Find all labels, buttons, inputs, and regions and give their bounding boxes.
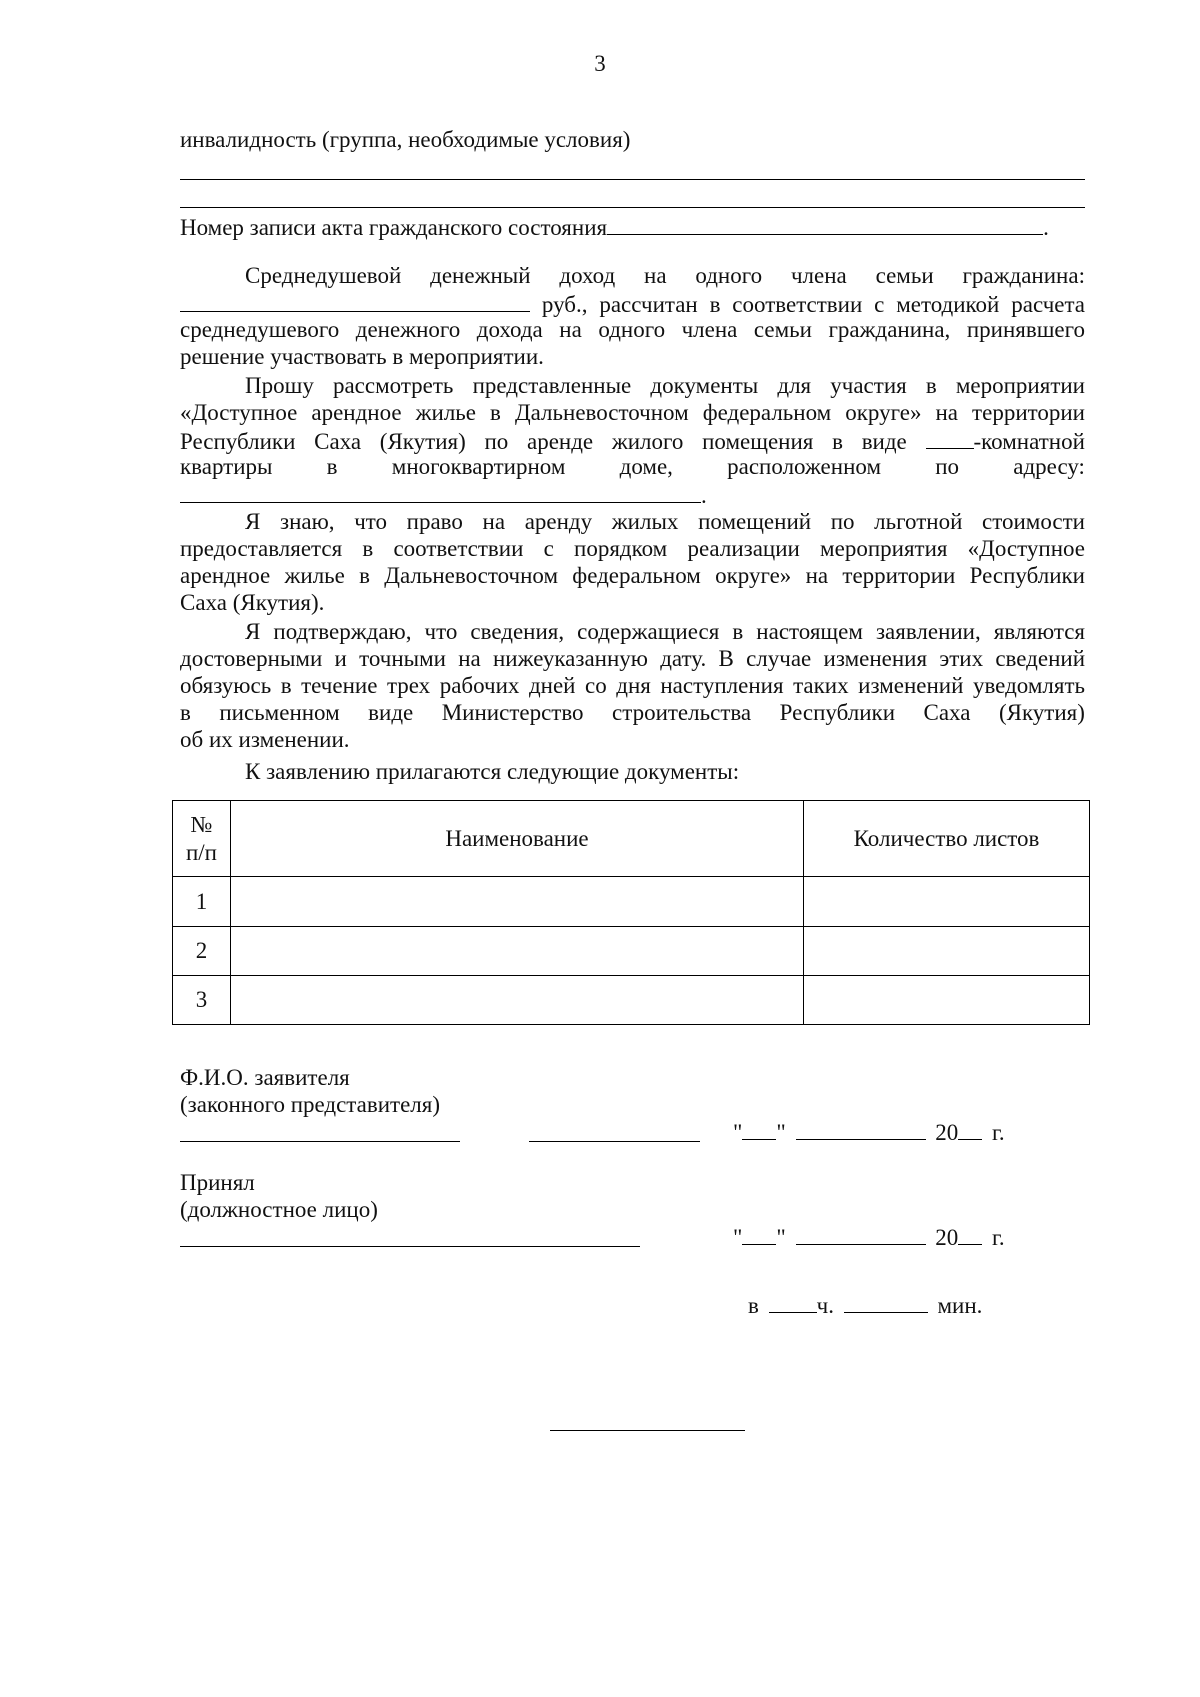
confirm-word: Республики: [779, 700, 896, 725]
time-prefix: в: [748, 1293, 759, 1318]
request-word: адресу:: [1013, 454, 1085, 479]
request-line-4: [180, 453, 1085, 481]
time-row: [748, 1290, 982, 1320]
row-name-cell[interactable]: [231, 877, 804, 927]
address-row: [180, 480, 707, 510]
applicant-month-field[interactable]: [796, 1117, 926, 1140]
table-row: [173, 877, 1090, 927]
official-name-field[interactable]: [180, 1246, 640, 1247]
applicant-day-field[interactable]: [742, 1117, 776, 1140]
request-word: по: [484, 429, 509, 454]
request-word: многоквартирном: [391, 454, 566, 479]
row-number: 1: [173, 877, 231, 927]
income-word: члена: [790, 263, 847, 288]
year-suffix: г.: [992, 1225, 1005, 1250]
address-period: .: [701, 483, 707, 508]
request-word: Саха: [314, 429, 362, 454]
income-amount-field[interactable]: [180, 289, 530, 312]
confirm-word: виде: [368, 700, 414, 725]
income-word: доход: [559, 263, 616, 288]
accepted-sublabel: (должностное лицо): [180, 1197, 378, 1222]
accepted-day-field[interactable]: [742, 1222, 776, 1245]
hours-label: ч.: [816, 1293, 834, 1318]
row-number: 2: [173, 927, 231, 976]
disability-fill-line-1[interactable]: [180, 179, 1085, 180]
disability-label: инвалидность (группа, необходимые условия): [180, 127, 631, 152]
date-quote-close: ": [776, 1120, 786, 1145]
knowledge-line-1: Я знаю, что право на аренду жилых помещений по льготной стоимости: [245, 509, 1085, 534]
confirm-word: письменном: [219, 700, 340, 725]
applicant-signature-field[interactable]: [529, 1141, 700, 1142]
request-word: в: [326, 454, 338, 479]
knowledge-line-2: предоставляется в соответствии с порядком реализации мероприятия «Доступное: [180, 536, 1085, 561]
date-quote-open: ": [733, 1120, 743, 1145]
knowledge-line-4: Саха (Якутия).: [180, 590, 325, 615]
confirm-word: Саха: [923, 700, 971, 725]
civil-record-period: .: [1043, 215, 1049, 240]
civil-record-row: [180, 212, 1049, 242]
income-word: семьи: [875, 263, 934, 288]
confirm-word: Министерство: [441, 700, 584, 725]
civil-record-field[interactable]: [607, 212, 1043, 235]
income-word: Среднедушевой: [245, 263, 402, 288]
request-line-2: «Доступное арендное жилье в Дальневосточном федеральном округе» на территории: [180, 400, 1085, 425]
income-line-3: среднедушевого денежного дохода на одного члена семьи гражданина, принявшего: [180, 317, 1085, 342]
row-sheets-cell[interactable]: [804, 976, 1090, 1025]
table-row: [173, 927, 1090, 976]
col-header-number-line1: №: [190, 811, 213, 837]
confirm-line-4: [180, 699, 1085, 727]
confirm-line-1: Я подтверждаю, что сведения, содержащиеся в настоящем заявлении, являются: [245, 619, 1085, 644]
col-header-name: Наименование: [231, 801, 804, 877]
rooms-suffix: -комнатной: [973, 429, 1085, 454]
col-header-sheets: Количество листов: [804, 801, 1090, 877]
date-quote-open: ": [733, 1225, 743, 1250]
documents-table: [172, 800, 1090, 1025]
year-prefix: 20: [935, 1225, 959, 1250]
row-sheets-cell[interactable]: [804, 877, 1090, 927]
request-word: доме,: [619, 454, 673, 479]
income-suffix: руб., рассчитан в соответствии с методикой расчета: [541, 292, 1086, 317]
row-name-cell[interactable]: [231, 927, 804, 976]
income-line-4: решение участвовать в мероприятии.: [180, 344, 544, 369]
applicant-label: Ф.И.О. заявителя: [180, 1065, 350, 1090]
row-sheets-cell[interactable]: [804, 927, 1090, 976]
year-suffix: г.: [992, 1120, 1005, 1145]
request-line-1: Прошу рассмотреть представленные документы для участия в мероприятии: [245, 373, 1085, 398]
request-word: аренде: [527, 429, 594, 454]
accepted-date-row: [733, 1222, 1005, 1252]
confirm-word: (Якутия): [998, 700, 1085, 725]
date-quote-close: ": [776, 1225, 786, 1250]
confirm-line-5: об их изменении.: [180, 727, 350, 752]
col-header-number-line2: п/п: [185, 839, 217, 865]
income-word: денежный: [430, 263, 531, 288]
minutes-label: мин.: [937, 1293, 983, 1318]
request-line-3: [180, 426, 1085, 454]
applicant-name-field[interactable]: [180, 1141, 460, 1142]
confirm-line-3: обязуюсь в течение трех рабочих дней со дня наступления таких изменений уведомлять: [180, 673, 1085, 698]
confirm-word: в: [180, 700, 191, 725]
accepted-month-field[interactable]: [796, 1222, 926, 1245]
confirm-word: строительства: [612, 700, 752, 725]
civil-record-label: Номер записи акта гражданского состояния: [180, 215, 608, 240]
request-word: жилого: [611, 429, 684, 454]
disability-fill-line-2[interactable]: [180, 207, 1085, 208]
table-row: [173, 976, 1090, 1025]
applicant-date-row: [733, 1117, 1005, 1147]
hours-field[interactable]: [769, 1290, 817, 1313]
income-word: на: [644, 263, 667, 288]
request-word: квартиры: [180, 454, 273, 479]
minutes-field[interactable]: [844, 1290, 928, 1313]
request-word: помещения: [702, 429, 814, 454]
year-prefix: 20: [935, 1120, 959, 1145]
applicant-year-field[interactable]: [958, 1117, 982, 1140]
confirm-line-2: достоверными и точными на нижеуказанную дату. В случае изменения этих сведений: [180, 646, 1085, 671]
knowledge-line-3: арендное жилье в Дальневосточном федеральном округе» на территории Республики: [180, 563, 1085, 588]
closing-divider: [550, 1430, 745, 1431]
row-number: 3: [173, 976, 231, 1025]
income-line-2: [180, 289, 1085, 319]
request-word: расположенном: [727, 454, 881, 479]
income-word: гражданина:: [962, 263, 1085, 288]
income-word: одного: [695, 263, 763, 288]
address-field[interactable]: [180, 480, 701, 503]
accepted-label: Принял: [180, 1170, 255, 1195]
attachments-intro: К заявлению прилагаются следующие документы:: [245, 759, 740, 784]
rooms-count-field[interactable]: [926, 426, 974, 449]
applicant-sublabel: (законного представителя): [180, 1092, 440, 1117]
request-word: в: [832, 429, 843, 454]
page-number: 3: [594, 51, 606, 76]
request-word: (Якутия): [379, 429, 466, 454]
income-line-1: [245, 262, 1085, 290]
request-word: виде: [861, 429, 907, 454]
row-name-cell[interactable]: [231, 976, 804, 1025]
accepted-year-field[interactable]: [958, 1222, 982, 1245]
request-word: Республики: [180, 429, 296, 454]
col-header-number: [173, 801, 231, 877]
request-word: по: [935, 454, 960, 479]
table-header-row: [173, 801, 1090, 877]
